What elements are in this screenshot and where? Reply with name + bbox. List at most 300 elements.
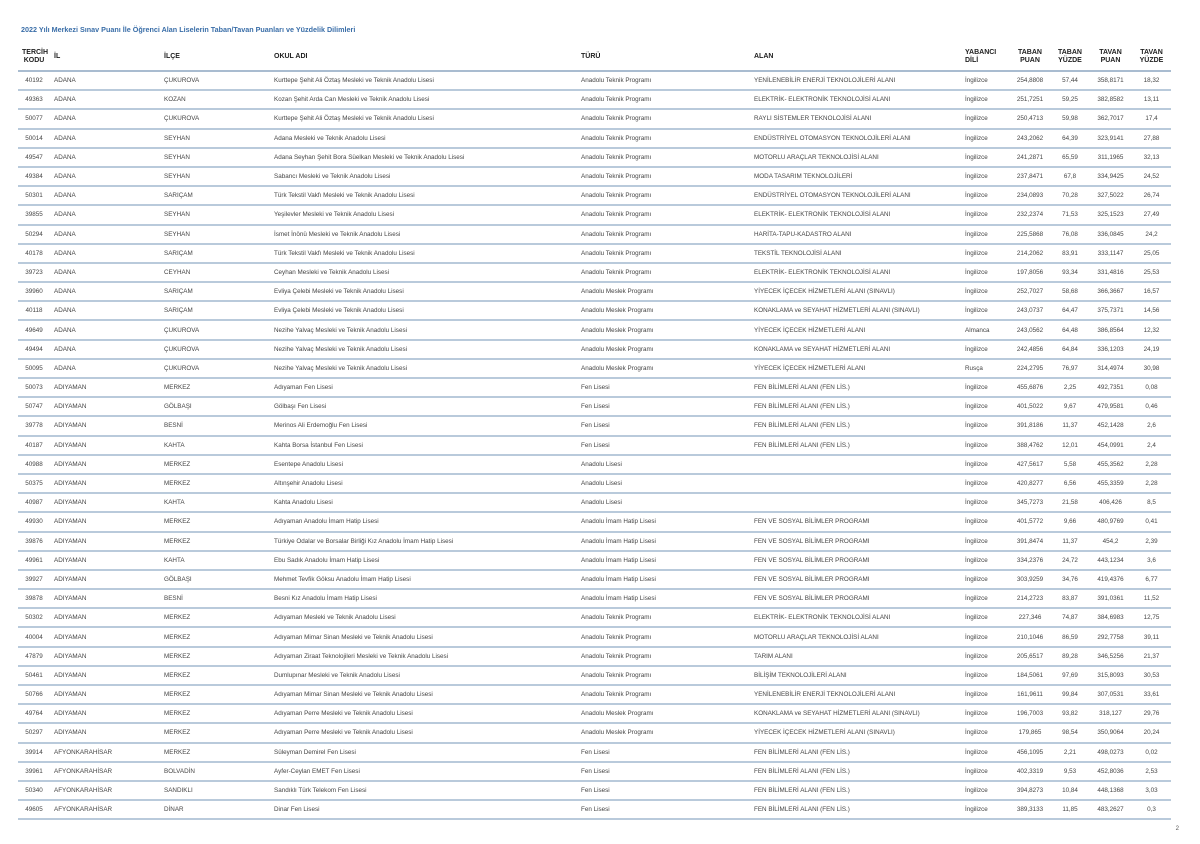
cell-ilce: ÇUKUROVA (160, 109, 270, 128)
cell-tercih-kodu: 40187 (18, 436, 50, 455)
cell-taban-yuzde: 6,56 (1051, 474, 1089, 493)
cell-tavan-puan: 455,3359 (1089, 474, 1132, 493)
cell-turu: Anadolu Meslek Programı (577, 320, 750, 339)
cell-yabanci-dili: İngilizce (961, 704, 1009, 723)
cell-il: ADANA (50, 225, 160, 244)
table-row (18, 723, 1171, 742)
table-row (18, 263, 1171, 282)
cell-tavan-yuzde: 2,6 (1132, 416, 1171, 435)
cell-tercih-kodu: 39927 (18, 570, 50, 589)
cell-alan: KONAKLAMA ve SEYAHAT HİZMETLERİ ALANI (SINAVLI) (750, 301, 961, 320)
cell-ilce: MERKEZ (160, 455, 270, 474)
cell-turu: Anadolu Teknik Programı (577, 186, 750, 205)
cell-tavan-puan: 384,6983 (1089, 608, 1132, 627)
cell-yabanci-dili: İngilizce (961, 148, 1009, 167)
cell-il: ADANA (50, 148, 160, 167)
cell-turu: Fen Lisesi (577, 436, 750, 455)
cell-yabanci-dili: İngilizce (961, 800, 1009, 819)
cell-taban-yuzde: 10,84 (1051, 781, 1089, 800)
table-row (18, 148, 1171, 167)
cell-tavan-yuzde: 21,37 (1132, 647, 1171, 666)
table-row (18, 800, 1171, 819)
cell-il: ADIYAMAN (50, 589, 160, 608)
cell-tavan-yuzde: 17,4 (1132, 109, 1171, 128)
cell-tercih-kodu: 39855 (18, 205, 50, 224)
cell-il: ADANA (50, 263, 160, 282)
cell-taban-puan: 184,5061 (1009, 666, 1051, 685)
cell-ilce: SARIÇAM (160, 282, 270, 301)
cell-turu: Anadolu İmam Hatip Lisesi (577, 589, 750, 608)
cell-alan: FEN VE SOSYAL BİLİMLER PROGRAMI (750, 589, 961, 608)
cell-ilce: SEYHAN (160, 129, 270, 148)
cell-taban-yuzde: 83,87 (1051, 589, 1089, 608)
cell-il: ADIYAMAN (50, 397, 160, 416)
cell-okul-adi: Ayfer-Ceylan EMET Fen Lisesi (270, 762, 577, 781)
table-row (18, 666, 1171, 685)
cell-ilce: KAHTA (160, 436, 270, 455)
cell-yabanci-dili: İngilizce (961, 416, 1009, 435)
cell-okul-adi: Sandıklı Türk Telekom Fen Lisesi (270, 781, 577, 800)
cell-okul-adi: Adıyaman Fen Lisesi (270, 378, 577, 397)
cell-tercih-kodu: 50301 (18, 186, 50, 205)
cell-taban-yuzde: 64,84 (1051, 340, 1089, 359)
cell-il: ADANA (50, 205, 160, 224)
cell-taban-yuzde: 86,59 (1051, 627, 1089, 646)
cell-taban-yuzde: 93,34 (1051, 263, 1089, 282)
cell-okul-adi: Esentepe Anadolu Lisesi (270, 455, 577, 474)
cell-ilce: BESNİ (160, 416, 270, 435)
cell-taban-puan: 455,6876 (1009, 378, 1051, 397)
cell-yabanci-dili: İngilizce (961, 762, 1009, 781)
cell-yabanci-dili: İngilizce (961, 512, 1009, 531)
cell-turu: Anadolu Lisesi (577, 455, 750, 474)
cell-tavan-yuzde: 24,52 (1132, 167, 1171, 186)
cell-taban-puan: 388,4762 (1009, 436, 1051, 455)
cell-taban-yuzde: 71,53 (1051, 205, 1089, 224)
cell-ilce: BOLVADİN (160, 762, 270, 781)
cell-tercih-kodu: 49494 (18, 340, 50, 359)
cell-taban-yuzde: 93,82 (1051, 704, 1089, 723)
cell-il: ADIYAMAN (50, 704, 160, 723)
cell-taban-yuzde: 34,76 (1051, 570, 1089, 589)
cell-taban-yuzde: 59,25 (1051, 90, 1089, 109)
cell-tavan-puan: 406,426 (1089, 493, 1132, 512)
cell-okul-adi: Adıyaman Mimar Sinan Mesleki ve Teknik Anadolu Lisesi (270, 685, 577, 704)
cell-taban-puan: 179,865 (1009, 723, 1051, 742)
table-row (18, 129, 1171, 148)
cell-taban-yuzde: 9,53 (1051, 762, 1089, 781)
table-row (18, 301, 1171, 320)
cell-taban-puan: 197,8056 (1009, 263, 1051, 282)
cell-tercih-kodu: 50095 (18, 359, 50, 378)
cell-taban-puan: 232,2374 (1009, 205, 1051, 224)
cell-tavan-puan: 452,8036 (1089, 762, 1132, 781)
cell-ilce: MERKEZ (160, 704, 270, 723)
cell-yabanci-dili: İngilizce (961, 186, 1009, 205)
cell-okul-adi: Süleyman Demirel Fen Lisesi (270, 743, 577, 762)
cell-turu: Fen Lisesi (577, 762, 750, 781)
cell-tavan-puan: 314,4974 (1089, 359, 1132, 378)
cell-taban-puan: 227,346 (1009, 608, 1051, 627)
cell-tavan-yuzde: 20,24 (1132, 723, 1171, 742)
cell-taban-puan: 401,5022 (1009, 397, 1051, 416)
cell-turu: Anadolu Teknik Programı (577, 627, 750, 646)
cell-tavan-yuzde: 18,32 (1132, 71, 1171, 90)
cell-okul-adi: Türk Tekstil Vakfı Mesleki ve Teknik Anadolu Lisesi (270, 244, 577, 263)
cell-yabanci-dili: İngilizce (961, 109, 1009, 128)
cell-tavan-yuzde: 0,46 (1132, 397, 1171, 416)
cell-taban-yuzde: 59,98 (1051, 109, 1089, 128)
cell-tavan-puan: 375,7371 (1089, 301, 1132, 320)
cell-il: AFYONKARAHİSAR (50, 800, 160, 819)
cell-yabanci-dili: İngilizce (961, 436, 1009, 455)
cell-tavan-puan: 346,5256 (1089, 647, 1132, 666)
table-row (18, 186, 1171, 205)
cell-ilce: KAHTA (160, 551, 270, 570)
cell-ilce: SEYHAN (160, 205, 270, 224)
cell-tavan-puan: 323,9141 (1089, 129, 1132, 148)
table-row (18, 436, 1171, 455)
cell-taban-puan: 225,5868 (1009, 225, 1051, 244)
cell-alan: BİLİŞİM TEKNOLOJİLERİ ALANI (750, 666, 961, 685)
table-body (18, 71, 1171, 819)
cell-yabanci-dili: İngilizce (961, 627, 1009, 646)
document-title: 2022 Yılı Merkezi Sınav Puanı İle Öğrenci Alan Liselerin Taban/Tavan Puanları ve Yüzdelik Dilimleri (21, 25, 356, 34)
cell-tavan-yuzde: 2,28 (1132, 455, 1171, 474)
cell-taban-yuzde: 64,47 (1051, 301, 1089, 320)
cell-alan: FEN BİLİMLERİ ALANI (FEN LİS.) (750, 762, 961, 781)
cell-taban-yuzde: 98,54 (1051, 723, 1089, 742)
cell-yabanci-dili: İngilizce (961, 723, 1009, 742)
cell-ilce: MERKEZ (160, 685, 270, 704)
cell-tercih-kodu: 47879 (18, 647, 50, 666)
cell-tercih-kodu: 50766 (18, 685, 50, 704)
cell-okul-adi: Ebu Sadık Anadolu İmam Hatip Lisesi (270, 551, 577, 570)
cell-tercih-kodu: 39723 (18, 263, 50, 282)
cell-turu: Anadolu Lisesi (577, 493, 750, 512)
cell-ilce: MERKEZ (160, 723, 270, 742)
cell-alan: YENİLENEBİLİR ENERJİ TEKNOLOJİLERİ ALANI (750, 685, 961, 704)
cell-tavan-yuzde: 24,19 (1132, 340, 1171, 359)
cell-il: ADIYAMAN (50, 647, 160, 666)
cell-yabanci-dili: İngilizce (961, 71, 1009, 90)
cell-tavan-yuzde: 27,49 (1132, 205, 1171, 224)
cell-il: ADANA (50, 90, 160, 109)
cell-yabanci-dili: İngilizce (961, 493, 1009, 512)
cell-alan: FEN VE SOSYAL BİLİMLER PROGRAMI (750, 512, 961, 531)
cell-tercih-kodu: 49930 (18, 512, 50, 531)
cell-tercih-kodu: 50375 (18, 474, 50, 493)
cell-taban-yuzde: 76,97 (1051, 359, 1089, 378)
cell-tavan-puan: 292,7758 (1089, 627, 1132, 646)
cell-tercih-kodu: 50461 (18, 666, 50, 685)
cell-tavan-puan: 454,0991 (1089, 436, 1132, 455)
cell-ilce: ÇUKUROVA (160, 359, 270, 378)
cell-ilce: MERKEZ (160, 512, 270, 531)
cell-tavan-puan: 327,5022 (1089, 186, 1132, 205)
cell-tavan-puan: 318,127 (1089, 704, 1132, 723)
header-yabanci-dili: YABANCI DİLİ (961, 44, 1009, 71)
cell-yabanci-dili: İngilizce (961, 378, 1009, 397)
cell-tercih-kodu: 50340 (18, 781, 50, 800)
cell-yabanci-dili: İngilizce (961, 263, 1009, 282)
cell-turu: Anadolu Lisesi (577, 474, 750, 493)
header-turu: TÜRÜ (577, 44, 750, 71)
cell-taban-puan: 224,2795 (1009, 359, 1051, 378)
cell-taban-yuzde: 70,28 (1051, 186, 1089, 205)
cell-il: ADANA (50, 301, 160, 320)
cell-ilce: ÇUKUROVA (160, 320, 270, 339)
cell-okul-adi: Adana Seyhan Şehit Bora Süelkan Mesleki ve Teknik Anadolu Lisesi (270, 148, 577, 167)
cell-taban-puan: 389,3133 (1009, 800, 1051, 819)
cell-okul-adi: Yeşilevler Mesleki ve Teknik Anadolu Lisesi (270, 205, 577, 224)
cell-tavan-puan: 443,1234 (1089, 551, 1132, 570)
table-row (18, 71, 1171, 90)
cell-yabanci-dili: İngilizce (961, 340, 1009, 359)
cell-yabanci-dili: İngilizce (961, 301, 1009, 320)
cell-alan: TARIM ALANI (750, 647, 961, 666)
cell-ilce: MERKEZ (160, 666, 270, 685)
cell-okul-adi: Adana Mesleki ve Teknik Anadolu Lisesi (270, 129, 577, 148)
table-row (18, 627, 1171, 646)
cell-turu: Fen Lisesi (577, 397, 750, 416)
cell-alan: FEN BİLİMLERİ ALANI (FEN LİS.) (750, 436, 961, 455)
cell-tavan-puan: 350,9064 (1089, 723, 1132, 742)
cell-taban-puan: 401,5772 (1009, 512, 1051, 531)
cell-taban-yuzde: 89,28 (1051, 647, 1089, 666)
cell-turu: Anadolu Teknik Programı (577, 225, 750, 244)
cell-tavan-puan: 454,2 (1089, 532, 1132, 551)
cell-alan: MODA TASARIM TEKNOLOJİLERİ (750, 167, 961, 186)
cell-turu: Anadolu İmam Hatip Lisesi (577, 532, 750, 551)
table-row (18, 570, 1171, 589)
cell-taban-yuzde: 97,69 (1051, 666, 1089, 685)
cell-okul-adi: Dinar Fen Lisesi (270, 800, 577, 819)
cell-tavan-puan: 455,3562 (1089, 455, 1132, 474)
cell-il: ADANA (50, 282, 160, 301)
cell-yabanci-dili: İngilizce (961, 90, 1009, 109)
cell-tavan-puan: 386,8564 (1089, 320, 1132, 339)
cell-turu: Anadolu Teknik Programı (577, 129, 750, 148)
header-alan: ALAN (750, 44, 961, 71)
cell-taban-puan: 252,7027 (1009, 282, 1051, 301)
cell-yabanci-dili: İngilizce (961, 397, 1009, 416)
cell-yabanci-dili: İngilizce (961, 743, 1009, 762)
cell-tavan-yuzde: 30,98 (1132, 359, 1171, 378)
table-row (18, 781, 1171, 800)
cell-okul-adi: Kurttepe Şehit Ali Öztaş Mesleki ve Teknik Anadolu Lisesi (270, 109, 577, 128)
cell-il: ADIYAMAN (50, 532, 160, 551)
cell-tercih-kodu: 40192 (18, 71, 50, 90)
cell-turu: Fen Lisesi (577, 781, 750, 800)
cell-ilce: MERKEZ (160, 608, 270, 627)
cell-okul-adi: Nezihe Yalvaç Mesleki ve Teknik Anadolu Lisesi (270, 340, 577, 359)
cell-tercih-kodu: 40178 (18, 244, 50, 263)
cell-taban-puan: 254,8808 (1009, 71, 1051, 90)
cell-yabanci-dili: İngilizce (961, 781, 1009, 800)
cell-yabanci-dili: İngilizce (961, 129, 1009, 148)
cell-tavan-puan: 311,1965 (1089, 148, 1132, 167)
cell-alan: ELEKTRİK- ELEKTRONİK TEKNOLOJİSİ ALANI (750, 90, 961, 109)
cell-tercih-kodu: 50073 (18, 378, 50, 397)
cell-yabanci-dili: İngilizce (961, 647, 1009, 666)
cell-tavan-puan: 358,8171 (1089, 71, 1132, 90)
cell-alan: ELEKTRİK- ELEKTRONİK TEKNOLOJİSİ ALANI (750, 263, 961, 282)
cell-il: ADANA (50, 186, 160, 205)
cell-tercih-kodu: 50297 (18, 723, 50, 742)
cell-alan: FEN BİLİMLERİ ALANI (FEN LİS.) (750, 378, 961, 397)
cell-turu: Anadolu İmam Hatip Lisesi (577, 570, 750, 589)
cell-tavan-puan: 419,4376 (1089, 570, 1132, 589)
cell-tercih-kodu: 49605 (18, 800, 50, 819)
cell-turu: Anadolu Teknik Programı (577, 205, 750, 224)
cell-okul-adi: Dumlupınar Mesleki ve Teknik Anadolu Lisesi (270, 666, 577, 685)
cell-yabanci-dili: İngilizce (961, 225, 1009, 244)
cell-tavan-puan: 492,7351 (1089, 378, 1132, 397)
cell-il: AFYONKARAHİSAR (50, 762, 160, 781)
header-ilce: İLÇE (160, 44, 270, 71)
table-row (18, 455, 1171, 474)
cell-taban-puan: 250,4713 (1009, 109, 1051, 128)
cell-ilce: MERKEZ (160, 743, 270, 762)
cell-il: ADIYAMAN (50, 493, 160, 512)
cell-alan: YİYECEK İÇECEK HİZMETLERİ ALANI (SINAVLI) (750, 723, 961, 742)
cell-il: ADIYAMAN (50, 666, 160, 685)
cell-taban-puan: 196,7003 (1009, 704, 1051, 723)
header-okul-adi: OKUL ADI (270, 44, 577, 71)
cell-taban-yuzde: 76,08 (1051, 225, 1089, 244)
cell-yabanci-dili: İngilizce (961, 474, 1009, 493)
cell-tavan-puan: 366,3667 (1089, 282, 1132, 301)
cell-tavan-yuzde: 14,56 (1132, 301, 1171, 320)
cell-yabanci-dili: İngilizce (961, 551, 1009, 570)
cell-alan: FEN VE SOSYAL BİLİMLER PROGRAMI (750, 551, 961, 570)
cell-taban-puan: 402,3319 (1009, 762, 1051, 781)
cell-tavan-puan: 315,8093 (1089, 666, 1132, 685)
table-row (18, 512, 1171, 531)
cell-tavan-puan: 452,1428 (1089, 416, 1132, 435)
cell-tavan-yuzde: 2,39 (1132, 532, 1171, 551)
cell-turu: Anadolu Teknik Programı (577, 167, 750, 186)
cell-tavan-yuzde: 33,61 (1132, 685, 1171, 704)
table-row (18, 282, 1171, 301)
cell-taban-puan: 243,2062 (1009, 129, 1051, 148)
cell-yabanci-dili: İngilizce (961, 244, 1009, 263)
cell-turu: Anadolu Meslek Programı (577, 723, 750, 742)
cell-tavan-puan: 362,7017 (1089, 109, 1132, 128)
cell-tavan-yuzde: 29,76 (1132, 704, 1171, 723)
cell-taban-puan: 241,2871 (1009, 148, 1051, 167)
cell-alan: YİYECEK İÇECEK HİZMETLERİ ALANI (750, 320, 961, 339)
cell-alan: FEN BİLİMLERİ ALANI (FEN LİS.) (750, 781, 961, 800)
cell-tavan-yuzde: 16,57 (1132, 282, 1171, 301)
cell-alan: KONAKLAMA ve SEYAHAT HİZMETLERİ ALANI (750, 340, 961, 359)
cell-il: ADIYAMAN (50, 723, 160, 742)
table-row (18, 109, 1171, 128)
cell-taban-puan: 427,5617 (1009, 455, 1051, 474)
cell-taban-yuzde: 21,58 (1051, 493, 1089, 512)
cell-taban-puan: 303,9259 (1009, 570, 1051, 589)
cell-tavan-yuzde: 2,4 (1132, 436, 1171, 455)
cell-tavan-yuzde: 12,32 (1132, 320, 1171, 339)
table-row (18, 743, 1171, 762)
cell-turu: Anadolu Teknik Programı (577, 647, 750, 666)
cell-taban-puan: 334,2376 (1009, 551, 1051, 570)
cell-tavan-yuzde: 0,41 (1132, 512, 1171, 531)
cell-turu: Anadolu Teknik Programı (577, 148, 750, 167)
cell-tavan-puan: 479,9581 (1089, 397, 1132, 416)
cell-il: ADIYAMAN (50, 512, 160, 531)
cell-alan (750, 493, 961, 512)
cell-okul-adi: Adıyaman Perre Mesleki ve Teknik Anadolu Lisesi (270, 704, 577, 723)
cell-okul-adi: Adıyaman Anadolu İmam Hatip Lisesi (270, 512, 577, 531)
cell-taban-yuzde: 9,66 (1051, 512, 1089, 531)
cell-alan: ELEKTRİK- ELEKTRONİK TEKNOLOJİSİ ALANI (750, 205, 961, 224)
table-row (18, 647, 1171, 666)
cell-turu: Anadolu Teknik Programı (577, 263, 750, 282)
cell-tercih-kodu: 49649 (18, 320, 50, 339)
cell-taban-puan: 161,9611 (1009, 685, 1051, 704)
cell-il: ADIYAMAN (50, 608, 160, 627)
cell-ilce: MERKEZ (160, 647, 270, 666)
cell-alan: FEN BİLİMLERİ ALANI (FEN LİS.) (750, 397, 961, 416)
cell-okul-adi: Sabancı Mesleki ve Teknik Anadolu Lisesi (270, 167, 577, 186)
cell-turu: Anadolu İmam Hatip Lisesi (577, 512, 750, 531)
cell-yabanci-dili: İngilizce (961, 205, 1009, 224)
cell-tavan-yuzde: 12,75 (1132, 608, 1171, 627)
cell-il: ADANA (50, 244, 160, 263)
cell-tavan-puan: 336,1203 (1089, 340, 1132, 359)
header-taban-yuzde: TABAN YÜZDE (1051, 44, 1089, 71)
table-row (18, 205, 1171, 224)
cell-tercih-kodu: 40987 (18, 493, 50, 512)
cell-taban-yuzde: 24,72 (1051, 551, 1089, 570)
cell-okul-adi: Besni Kız Anadolu İmam Hatip Lisesi (270, 589, 577, 608)
cell-turu: Anadolu Teknik Programı (577, 109, 750, 128)
cell-tavan-yuzde: 8,5 (1132, 493, 1171, 512)
cell-tercih-kodu: 39876 (18, 532, 50, 551)
cell-tavan-yuzde: 13,11 (1132, 90, 1171, 109)
cell-il: ADANA (50, 109, 160, 128)
cell-taban-puan: 214,2062 (1009, 244, 1051, 263)
cell-ilce: DİNAR (160, 800, 270, 819)
cell-tercih-kodu: 39878 (18, 589, 50, 608)
cell-tercih-kodu: 39961 (18, 762, 50, 781)
cell-tavan-puan: 448,1368 (1089, 781, 1132, 800)
cell-taban-yuzde: 58,68 (1051, 282, 1089, 301)
cell-tavan-yuzde: 3,6 (1132, 551, 1171, 570)
cell-alan: TEKSTİL TEKNOLOJİSİ ALANI (750, 244, 961, 263)
cell-tercih-kodu: 50077 (18, 109, 50, 128)
cell-ilce: ÇUKUROVA (160, 71, 270, 90)
cell-alan: ENDÜSTRİYEL OTOMASYON TEKNOLOJİLERİ ALANI (750, 129, 961, 148)
cell-alan: YİYECEK İÇECEK HİZMETLERİ ALANI (750, 359, 961, 378)
cell-taban-puan: 391,8474 (1009, 532, 1051, 551)
cell-il: ADIYAMAN (50, 455, 160, 474)
cell-okul-adi: Adıyaman Mimar Sinan Mesleki ve Teknik Anadolu Lisesi (270, 627, 577, 646)
cell-tavan-yuzde: 39,11 (1132, 627, 1171, 646)
table-header-row (18, 44, 1171, 71)
table-row (18, 551, 1171, 570)
cell-il: ADIYAMAN (50, 685, 160, 704)
cell-tercih-kodu: 40118 (18, 301, 50, 320)
cell-yabanci-dili: İngilizce (961, 608, 1009, 627)
cell-ilce: MERKEZ (160, 532, 270, 551)
cell-il: AFYONKARAHİSAR (50, 743, 160, 762)
cell-taban-yuzde: 11,37 (1051, 532, 1089, 551)
cell-tercih-kodu: 50294 (18, 225, 50, 244)
cell-okul-adi: İsmet İnönü Mesleki ve Teknik Anadolu Lisesi (270, 225, 577, 244)
